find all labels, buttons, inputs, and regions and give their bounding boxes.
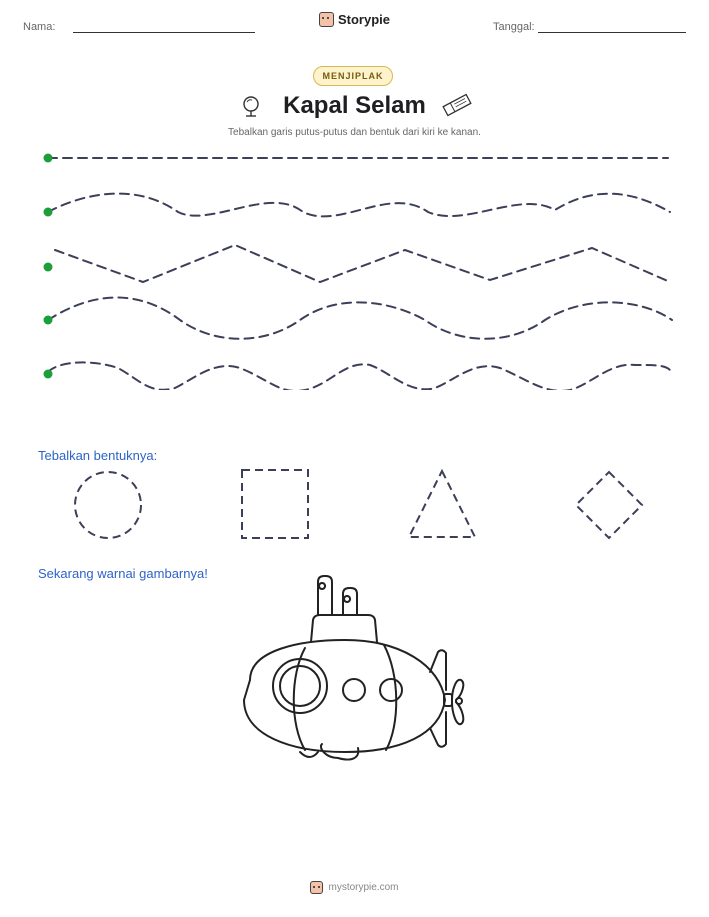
tracing-shapes (0, 460, 709, 550)
tracing-line-wave-3 (48, 362, 670, 390)
activity-badge: MENJIPLAK (313, 66, 393, 86)
start-dot-icon (44, 370, 53, 379)
footer-url[interactable]: mystorypie.com (328, 882, 399, 893)
coloring-section-label: Sekarang warnai gambarnya! (38, 566, 208, 581)
page-title: Kapal Selam (283, 92, 426, 119)
tracing-lines (0, 140, 709, 390)
tracing-line-wave-1 (48, 194, 670, 217)
submarine-illustration (238, 570, 473, 770)
footer (0, 881, 709, 894)
storypie-logo-icon (319, 12, 334, 27)
date-field[interactable] (538, 32, 686, 33)
square-shape (242, 470, 308, 538)
storypie-logo-icon (310, 881, 323, 894)
tracing-line-zigzag (55, 245, 670, 282)
tracing-line-wave-2 (48, 298, 672, 339)
start-dot-icon (44, 208, 53, 217)
instructions: Tebalkan garis putus-putus dan bentuk dari kiri ke kanan. (228, 127, 481, 138)
diamond-shape (576, 472, 642, 538)
brand (0, 12, 709, 27)
start-dot-icon (44, 263, 53, 272)
name-field[interactable] (73, 32, 255, 33)
brand-name: Storypie (337, 12, 390, 27)
name-label: Nama: (23, 21, 56, 33)
shapes-section-label: Tebalkan bentuknya: (38, 448, 158, 463)
start-dot-icon (44, 154, 53, 163)
start-dot-icon (44, 316, 53, 325)
eraser-icon (440, 92, 474, 118)
circle-shape (75, 472, 141, 538)
triangle-shape (409, 471, 475, 537)
date-label: Tanggal: (493, 21, 535, 33)
